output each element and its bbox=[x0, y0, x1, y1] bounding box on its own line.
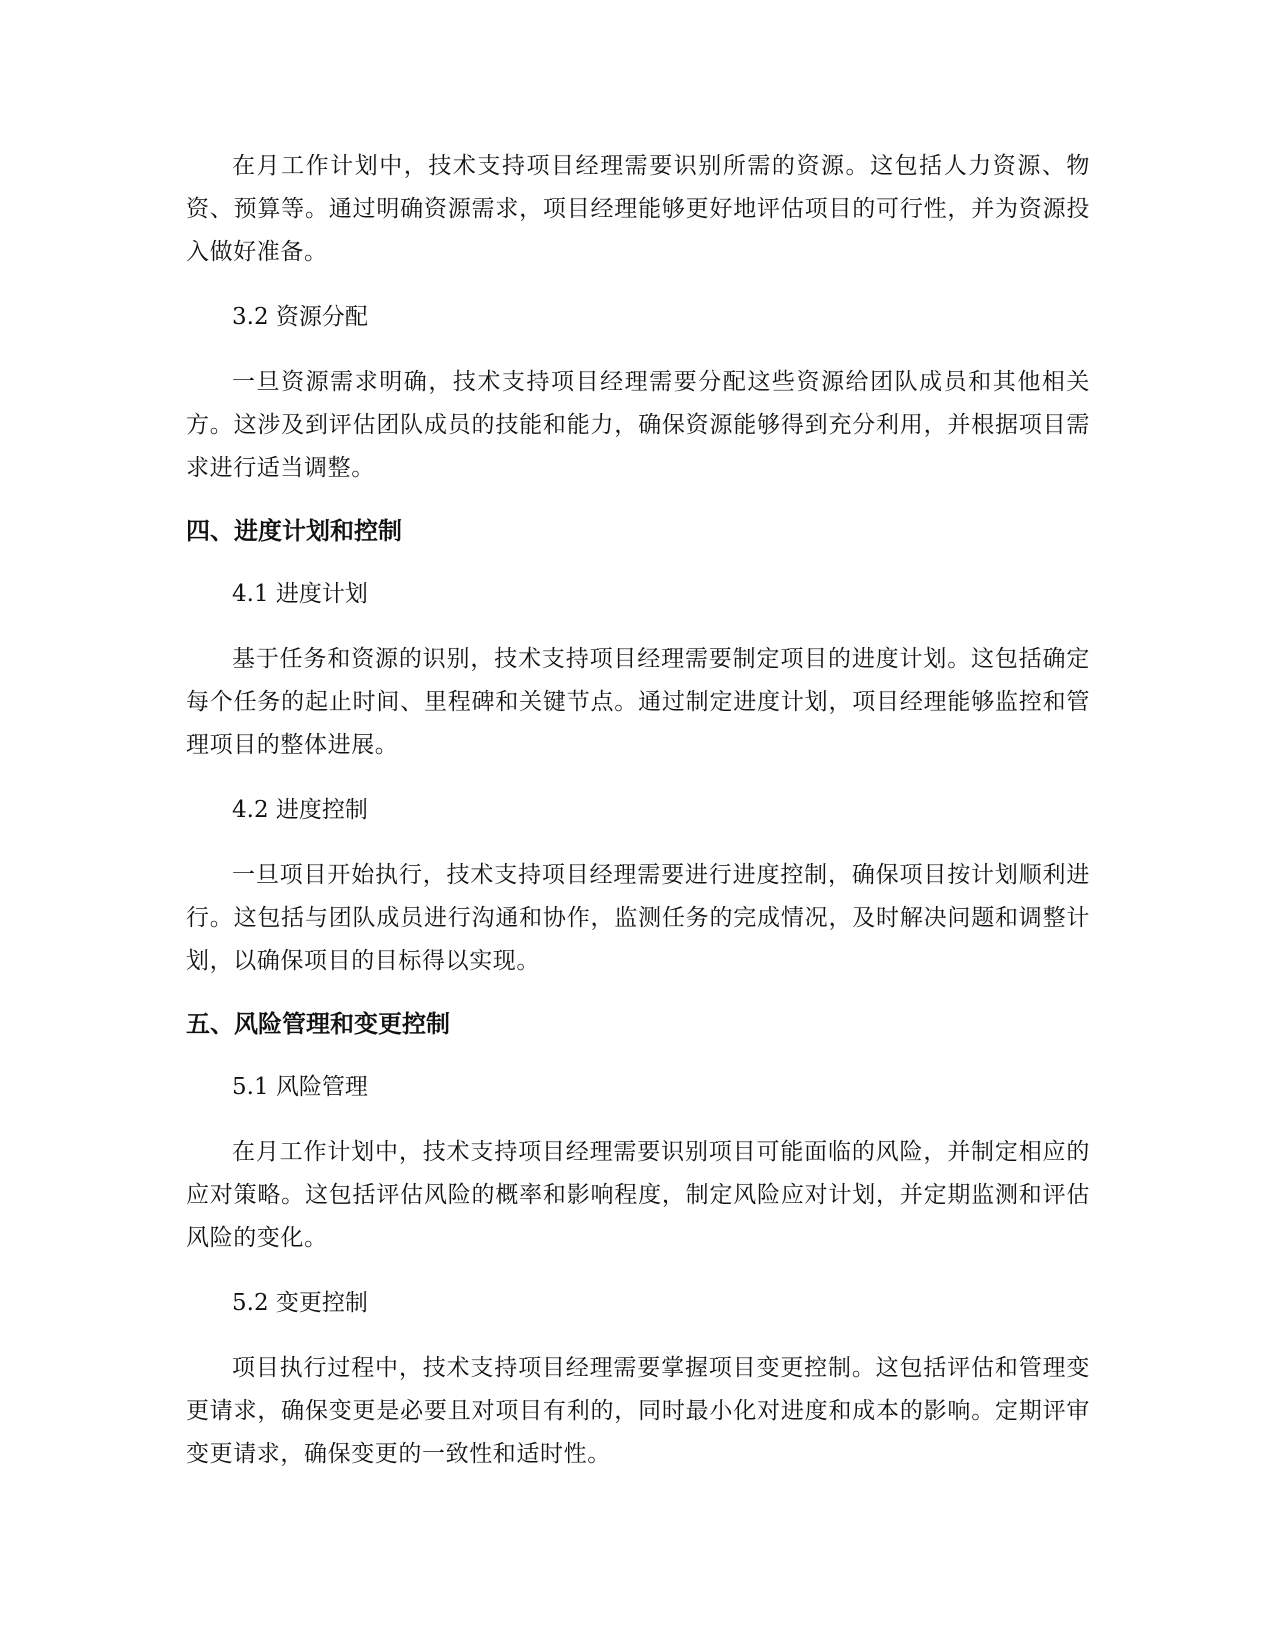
paragraph-schedule-control: 一旦项目开始执行，技术支持项目经理需要进行进度控制，确保项目按计划顺利进行。这包括与团队成员进行沟通和协作，监测任务的完成情况，及时解决问题和调整计划，以确保项目的目标得以实现。 bbox=[186, 862, 1090, 974]
paragraph-schedule-plan: 基于任务和资源的识别，技术支持项目经理需要制定项目的进度计划。这包括确定每个任务的起止时间、里程碑和关键节点。通过制定进度计划，项目经理能够监控和管理项目的整体进展。 bbox=[186, 646, 1090, 758]
document-page bbox=[186, 145, 1090, 1476]
subheading-schedule-plan: 4.1 进度计划 bbox=[232, 581, 368, 607]
paragraph-risk-management: 在月工作计划中，技术支持项目经理需要识别项目可能面临的风险，并制定相应的应对策略。这包括评估风险的概率和影响程度，制定风险应对计划，并定期监测和评估风险的变化。 bbox=[186, 1139, 1090, 1251]
subheading-resource-allocation: 3.2 资源分配 bbox=[232, 304, 368, 330]
subheading-schedule-control: 4.2 进度控制 bbox=[232, 797, 368, 823]
subheading-change-control: 5.2 变更控制 bbox=[232, 1290, 368, 1316]
subheading-risk-management: 5.1 风险管理 bbox=[232, 1074, 368, 1100]
paragraph-resource-identification: 在月工作计划中，技术支持项目经理需要识别所需的资源。这包括人力资源、物资、预算等。通过明确资源需求，项目经理能够更好地评估项目的可行性，并为资源投入做好准备。 bbox=[186, 153, 1090, 265]
heading-schedule-plan-control: 四、进度计划和控制 bbox=[186, 517, 402, 545]
paragraph-change-control: 项目执行过程中，技术支持项目经理需要掌握项目变更控制。这包括评估和管理变更请求，确保变更是必要且对项目有利的，同时最小化对进度和成本的影响。定期评审变更请求，确保变更的一致性和适时性。 bbox=[186, 1355, 1090, 1467]
paragraph-resource-allocation: 一旦资源需求明确，技术支持项目经理需要分配这些资源给团队成员和其他相关方。这涉及到评估团队成员的技能和能力，确保资源能够得到充分利用，并根据项目需求进行适当调整。 bbox=[186, 369, 1090, 481]
heading-risk-change-control: 五、风险管理和变更控制 bbox=[186, 1010, 450, 1038]
